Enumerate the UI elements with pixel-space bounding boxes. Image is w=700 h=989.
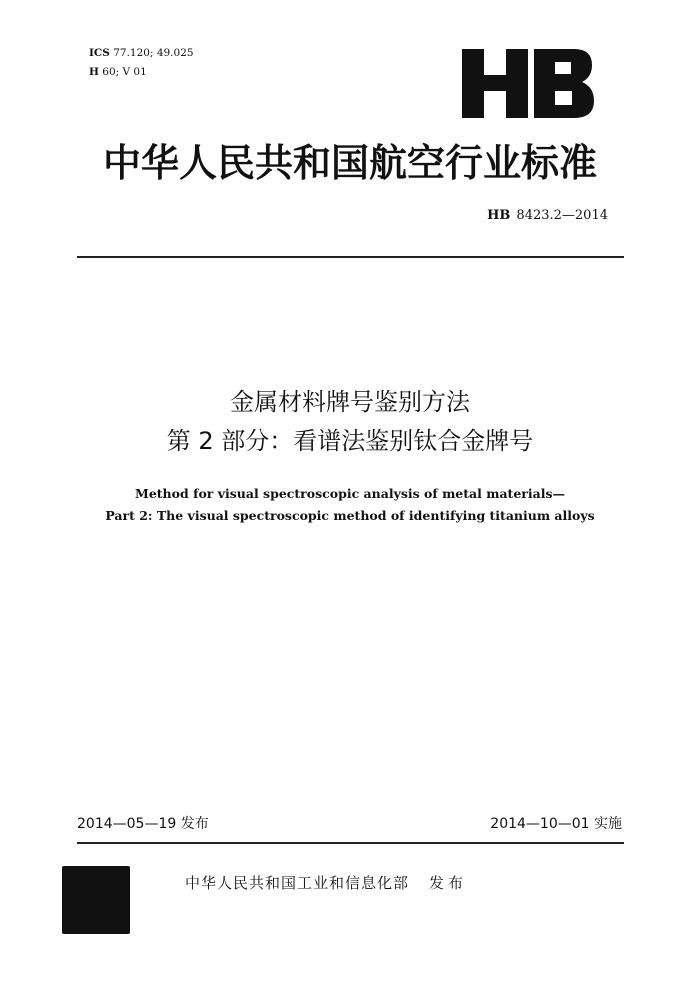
issue-date: 2014—05—19 发布 bbox=[77, 816, 209, 832]
standard-category-title: 中华人民共和国航空行业标准 bbox=[102, 141, 597, 185]
publisher bbox=[185, 872, 467, 893]
hb-logo bbox=[462, 49, 594, 118]
top-divider bbox=[77, 256, 624, 258]
class-code bbox=[89, 63, 194, 82]
standard-number-value: 8423.2—2014 bbox=[516, 208, 608, 223]
standard-number-prefix: HB bbox=[487, 208, 511, 223]
publisher-name: 中华人民共和国工业和信息化部 bbox=[185, 874, 410, 892]
en-title-line1: Method for visual spectroscopic analysis of metal materials— bbox=[134, 486, 565, 501]
ics-code bbox=[89, 44, 194, 63]
cn-title-line2: 第 2 部分：看谱法鉴别钛合金牌号 bbox=[166, 427, 534, 455]
class-label: H bbox=[89, 66, 99, 78]
bottom-divider bbox=[77, 842, 624, 844]
en-title-line2: Part 2: The visual spectroscopic method of identifying titanium alloys bbox=[105, 508, 595, 523]
publisher-action: 发布 bbox=[429, 874, 468, 892]
class-value: 60; V 01 bbox=[102, 66, 147, 78]
cn-title-line1: 金属材料牌号鉴别方法 bbox=[230, 388, 470, 416]
classification-codes bbox=[89, 44, 194, 82]
black-square-mark bbox=[62, 866, 130, 934]
implement-date: 2014—10—01 实施 bbox=[490, 816, 622, 832]
ics-label: ICS bbox=[89, 47, 110, 59]
standard-number bbox=[487, 208, 608, 223]
ics-value: 77.120; 49.025 bbox=[113, 47, 194, 59]
